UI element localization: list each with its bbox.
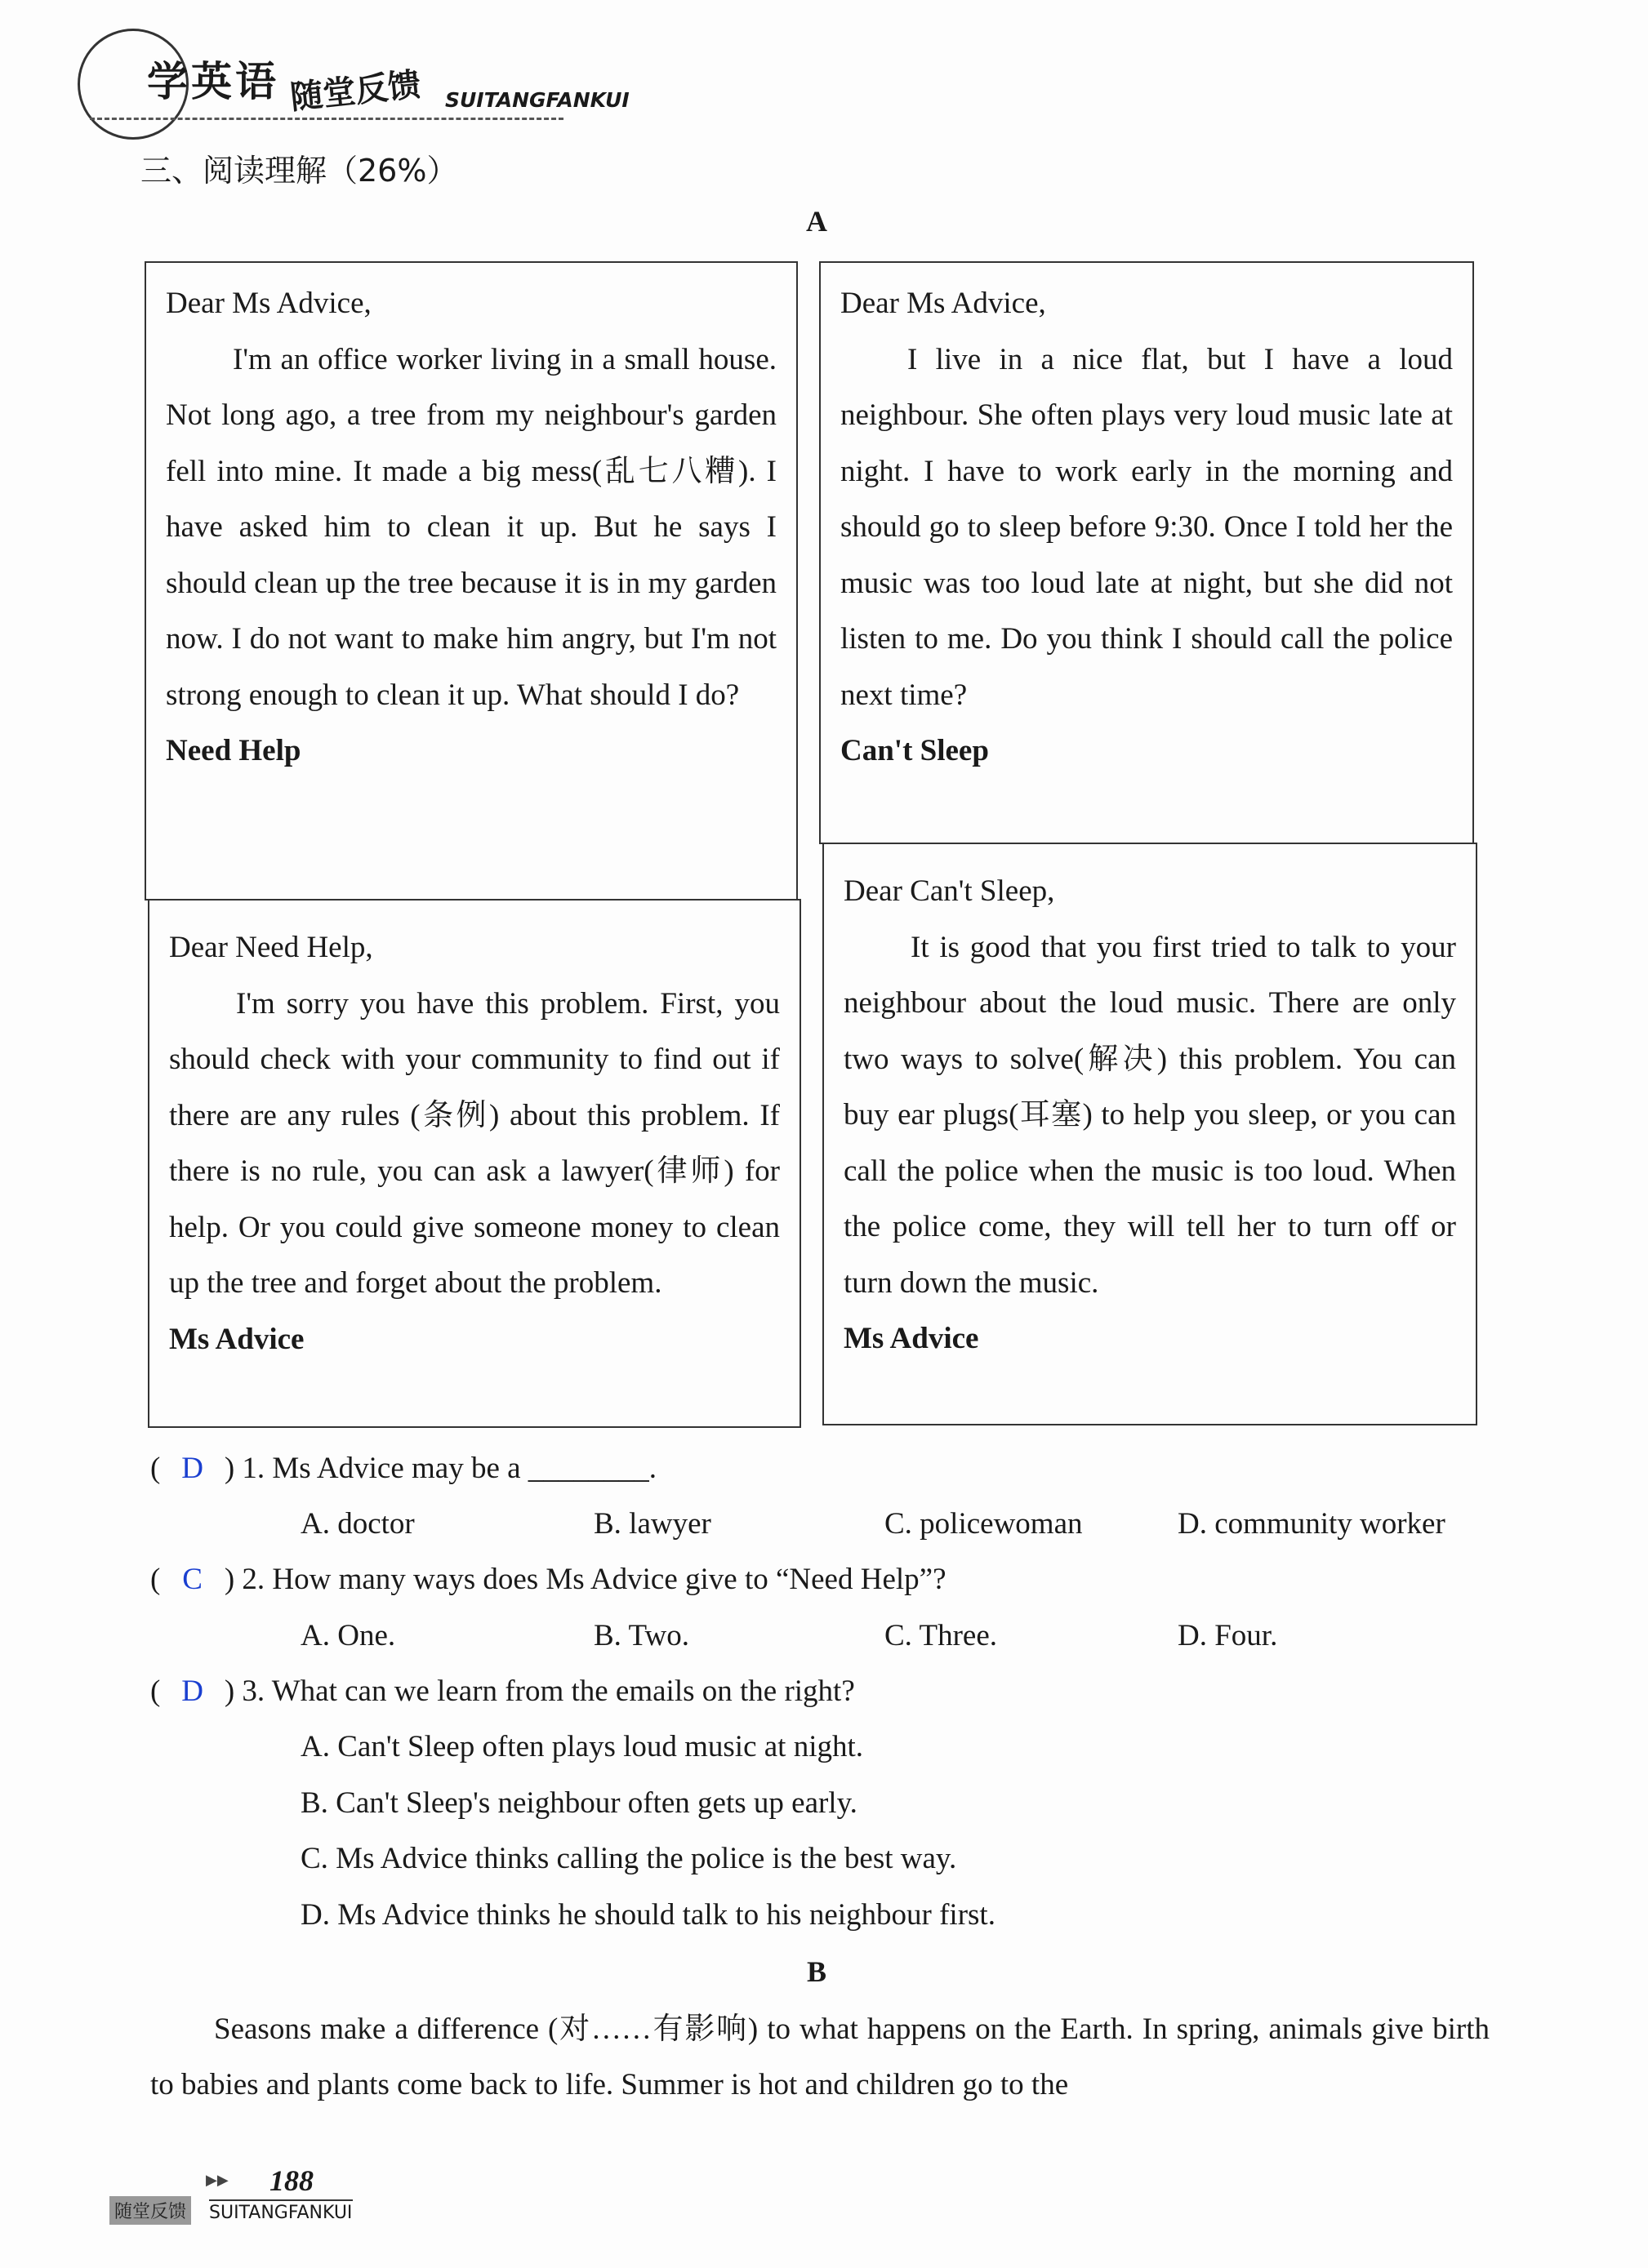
option: C. Ms Advice thinks calling the police is the best way. [301, 1842, 957, 1875]
option: D. Ms Advice thinks he should talk to his neighbour first. [301, 1898, 995, 1932]
footer-label-en: SUITANGFANKUI [209, 2199, 353, 2223]
answer[interactable]: D [181, 1674, 203, 1708]
logo-english: SUITANGFANKUI [445, 88, 630, 112]
answer[interactable]: D [181, 1452, 203, 1485]
reply-body: It is good that you first tried to talk to your neighbour about the loud music. There are only two ways to solve(解决) this problem. You can buy ear plugs(耳塞) to help you sleep, or you can call the police when the music is too loud. When the police come, they will tell her to turn off or turn down the music. [844, 930, 1456, 1300]
reply-need-help [148, 899, 801, 1428]
option: B. Can't Sleep's neighbour often gets up early. [301, 1786, 857, 1820]
greeting: Dear Ms Advice, [840, 287, 1046, 320]
signature: Need Help [166, 734, 301, 767]
letter-need-help [145, 261, 798, 901]
question-text: 1. Ms Advice may be a ________. [242, 1452, 657, 1485]
signature: Can't Sleep [840, 734, 989, 767]
option: B. Two. [594, 1619, 689, 1652]
question-text: 2. How many ways does Ms Advice give to “Need Help”? [242, 1563, 946, 1596]
reply-body: I'm sorry you have this problem. First, you should check with your community to find out if there are any rules (条例) about this problem. If there is no rule, you can ask a lawyer(律师) for help. Or you could give someone money to clean up the tree and forget about the problem. [169, 986, 780, 1300]
option: D. community worker [1178, 1507, 1445, 1541]
reply-cant-sleep [822, 843, 1477, 1425]
greeting: Dear Ms Advice, [166, 287, 372, 320]
header-divider [90, 118, 563, 120]
passage-b-label: B [806, 1955, 826, 1988]
signature: Ms Advice [169, 1322, 305, 1356]
page-number: 188 [269, 2164, 314, 2197]
option: A. doctor [301, 1507, 415, 1541]
letter-cant-sleep [819, 261, 1474, 844]
option: D. Four. [1178, 1619, 1278, 1652]
answer[interactable]: C [182, 1563, 203, 1596]
option: C. Three. [884, 1619, 998, 1652]
question-3: ( D ) 3. What can we learn from the emails on the right? [150, 1674, 855, 1708]
option: C. policewoman [884, 1507, 1083, 1541]
greeting: Dear Need Help, [169, 931, 373, 964]
passage-a-label: A [806, 205, 827, 238]
letter-body: I'm an office worker living in a small house. Not long ago, a tree from my neighbour's garden fell into mine. It made a big mess(乱七八糟). I have asked him to clean it up. But he says I should clean up the tree because it is in my garden now. I do not want to make him angry, but I'm not strong enough to clean it up. What should I do? [166, 342, 777, 712]
passage-b-text: Seasons make a difference (对……有影响) to what happens on the Earth. In spring, animals give birth to babies and plants come back to life. Summer is hot and children go to the [150, 2012, 1490, 2101]
letter-body: I live in a nice flat, but I have a loud neighbour. She often plays very loud music late at night. I have to work early in the morning and should go to sleep before 9:30. Once I told her the music was too loud late at night, but she did not listen to me. Do you think I should call the police next time? [840, 342, 1453, 712]
option: A. Can't Sleep often plays loud music at night. [301, 1730, 864, 1763]
question-text: 3. What can we learn from the emails on the right? [242, 1674, 855, 1708]
section-title: 三、阅读理解（26%） [140, 153, 458, 189]
logo-title: 学英语 [147, 58, 279, 105]
option: A. One. [301, 1619, 396, 1652]
signature: Ms Advice [844, 1322, 979, 1355]
question-1: ( D ) 1. Ms Advice may be a ________. [150, 1452, 657, 1485]
arrow-icon: ▶▶ [206, 2172, 229, 2188]
question-2: ( C ) 2. How many ways does Ms Advice give to “Need Help”? [150, 1563, 946, 1596]
option: B. lawyer [594, 1507, 711, 1541]
logo-subtitle: 随堂反馈 [288, 65, 423, 118]
footer-label: 随堂反馈 [109, 2196, 191, 2225]
greeting: Dear Can't Sleep, [844, 874, 1055, 908]
